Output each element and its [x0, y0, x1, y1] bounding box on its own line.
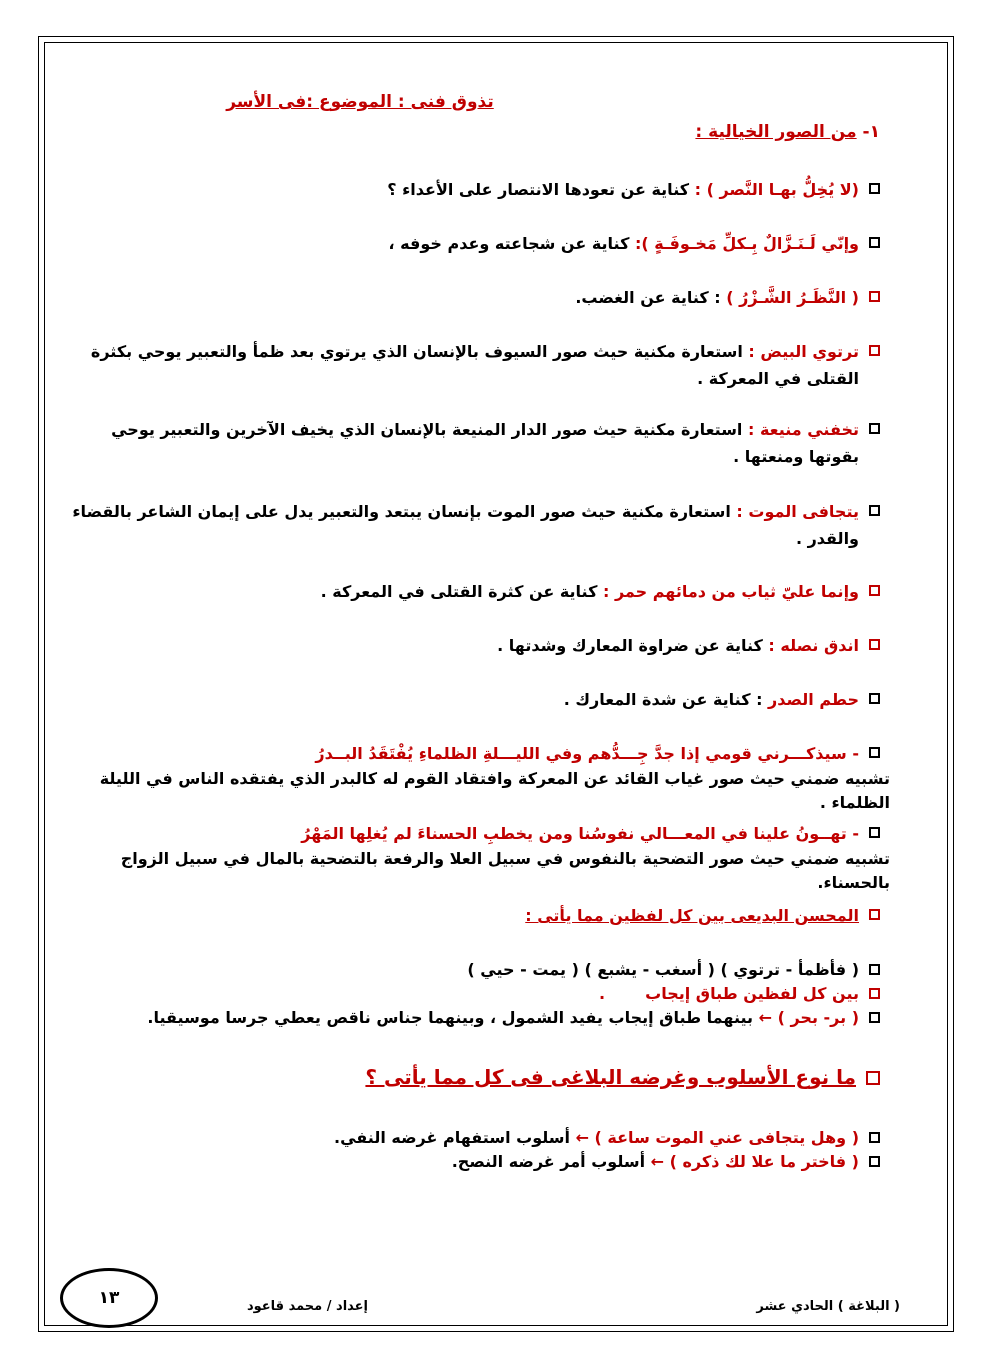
section-number: ١-: [862, 122, 880, 142]
list-item: [60, 1150, 880, 1174]
checkbox-icon: [869, 693, 880, 704]
badii-pairs: ( فأظمأ - ترتوي ) ( أسغب - يشبع ) ( يمت - حيي ): [467, 960, 859, 979]
verse-item: [60, 740, 880, 767]
checkbox-icon: [869, 505, 880, 516]
list-item: [60, 982, 880, 1006]
item-term: ترتوي البيض :: [748, 342, 859, 361]
item-explain: كناية عن كثرة القتلى في المعركة .: [320, 582, 603, 601]
checkbox-icon: [869, 909, 880, 920]
list-item: [60, 498, 880, 552]
verse-explain: تشبيه ضمني حيث صور التضحية بالنفوس في سبيل العلا والرفعة بالتضحية بالمال في سبيل الزواج بالحسناء.: [120, 849, 890, 892]
item-explain: استعارة مكنية حيث صور الدار المنيعة بالإنسان الذي يخيف الآخرين والتعبير يوحي بقوتها ومنعتها .: [111, 420, 859, 466]
checkbox-icon: [869, 237, 880, 248]
item-explain: كناية عن شجاعته وعدم خوفه ،: [388, 234, 635, 253]
checkbox-icon: [869, 183, 880, 194]
section-heading-images: [60, 122, 880, 142]
checkbox-icon: [869, 423, 880, 434]
list-item: [60, 1006, 880, 1030]
item-term: ( فاختر ما علا لك ذكره ) ←: [650, 1152, 859, 1171]
item-term: ( النَّظَـرُ الشَّـزْرُ ): [726, 288, 859, 307]
badii-heading-item: [60, 902, 880, 929]
item-term: اندق نصله :: [768, 636, 859, 655]
badii-between: بين كل لفظين طباق إيجاب: [645, 984, 859, 1003]
list-item: [60, 958, 880, 982]
verse-line: - تهــونُ علينا في المعـــالي نفوسُنا ومن يخطبِ الحسناءَ لم يُغلِها المَهْرُ: [301, 824, 859, 843]
verse-explain: تشبيه ضمني حيث صور غياب القائد عن المعركة وافتقاد القوم له كالبدر الذي يفتقده الناس في الليلة الظلماء .: [99, 769, 890, 812]
checkbox-icon: [869, 747, 880, 758]
item-explain: استعارة مكنية حيث صور الموت بإنسان يبتعد والتعبير يدل على إيمان الشاعر بالقضاء والقدر .: [72, 502, 859, 548]
item-explain: : كناية عن شدة المعارك .: [563, 690, 769, 709]
checkbox-icon: [869, 827, 880, 838]
list-item: [60, 176, 880, 203]
item-term: حطم الصدر: [768, 690, 859, 709]
page-number-oval: [60, 1268, 158, 1328]
checkbox-icon: [869, 345, 880, 356]
item-term: وإنما عليّ ثياب من دمائهم حمر :: [602, 582, 859, 601]
page-number: ١٣: [98, 1288, 120, 1308]
item-term: وإنّي لَـنَـزَّالٌ بِـكلِّ مَخـوفَـةٍ ):: [634, 234, 859, 253]
item-explain: أسلوب استفهام غرضه النفي.: [334, 1128, 576, 1147]
section-heading-text: من الصور الخيالية :: [695, 122, 857, 142]
item-explain: بينهما طباق إيجاب يفيد الشمول ، وبينهما جناس ناقص يعطي جرسا موسيقيا.: [147, 1008, 759, 1027]
list-item: [60, 578, 880, 605]
badii-between-dot: .: [599, 984, 606, 1003]
item-term: (لا يُخِلُّ بهـا النَّصر ) :: [694, 180, 859, 199]
item-explain: : كناية عن الغضب.: [575, 288, 727, 307]
checkbox-icon: [869, 964, 880, 975]
footer-author: إعداد / محمد قاعود: [246, 1299, 368, 1314]
item-explain: استعارة مكنية حيث صور السيوف بالإنسان الذي يرتوي بعد ظمأ والتعبير يوحي بكثرة القتلى في المعركة .: [90, 342, 859, 388]
item-explain: أسلوب أمر غرضه النصح.: [451, 1152, 651, 1171]
checkbox-icon: [869, 1156, 880, 1167]
verse-line: - سيذكـــرني قومي إذا جدَّ جِـــدُّهم وفي الليـــلةِ الظلماءِ يُفْتَقَدُ البــدرُ: [315, 744, 859, 763]
list-item: [60, 230, 880, 257]
style-heading-item: [60, 1062, 880, 1092]
footer-subject: ( البلاغة ) الحادي عشر: [756, 1299, 900, 1314]
list-item: [60, 338, 880, 392]
checkbox-icon: [869, 291, 880, 302]
list-item: [60, 1126, 880, 1150]
list-item: [60, 686, 880, 713]
item-term: ( وهل يتجافى عني الموت ساعة ) ←: [575, 1128, 859, 1147]
checkbox-icon: [869, 585, 880, 596]
badii-heading: المحسن البديعى بين كل لفظين مما يأتى :: [525, 906, 859, 925]
list-item: [60, 416, 880, 470]
style-heading: ما نوع الأسلوب وغرضه البلاغى فى كل مما يأتى ؟: [365, 1065, 856, 1089]
checkbox-icon: [869, 639, 880, 650]
item-term: يتجافى الموت :: [736, 502, 859, 521]
checkbox-icon: [866, 1071, 880, 1085]
list-item: [60, 632, 880, 659]
verse-item: [60, 820, 880, 847]
checkbox-icon: [869, 1132, 880, 1143]
item-explain: كناية عن تعودها الانتصار على الأعداء ؟: [387, 180, 695, 199]
list-item: [60, 284, 880, 311]
item-term: تخفني منيعة :: [747, 420, 859, 439]
item-term: ( بر- بحر ) ←: [758, 1008, 859, 1027]
item-explain: كناية عن ضراوة المعارك وشدتها .: [497, 636, 769, 655]
page-title: تذوق فنى : الموضوع :فى الأسر: [226, 92, 494, 112]
checkbox-icon: [869, 1012, 880, 1023]
checkbox-icon: [869, 988, 880, 999]
